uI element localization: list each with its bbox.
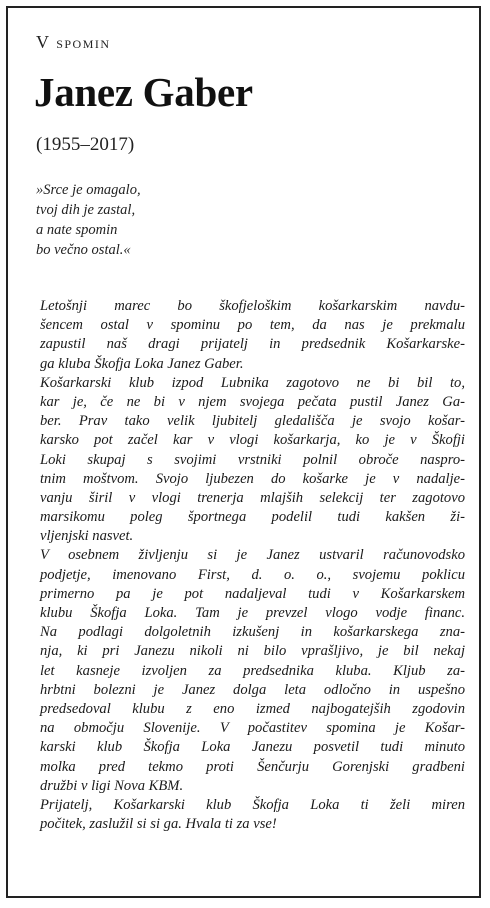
obituary-frame (6, 6, 481, 898)
body-line: V osebnem življenju si je Janez ustvaril računovodsko (40, 547, 465, 564)
body-line: primerno pa je pot nadaljeval tudi v Košarkarskem (40, 585, 465, 602)
body-line: Letošnji marec bo škofjeloškim košarkarskim navdu- (40, 298, 465, 314)
body-line: vljenjski nasvet. (40, 528, 134, 545)
memorial-poem (36, 180, 141, 260)
body-line: tnim moštvom. Svojo ljubezen do košarke je v nadalje- (40, 470, 465, 487)
body-line: počitek, zaslužil si si ga. Hvala ti za vse! (40, 816, 277, 833)
body-line: ber. Prav tako velik ljubitelj gledališča je svojo košar- (40, 413, 465, 430)
body-line: na območju Slovenije. V počastitev spomina je Košar- (40, 720, 465, 737)
poem-line: »Srce je omagalo, (36, 182, 141, 198)
body-paragraph (40, 374, 465, 547)
body-paragraph (40, 546, 465, 795)
body-line: Loki skupaj s svojimi vrstniki polnil obroče naspro- (40, 451, 465, 468)
body-paragraph (40, 796, 465, 834)
poem-line: a nate spomin (36, 222, 118, 238)
body-line: Prijatelj, Košarkarski klub Škofja Loka ti želi miren (40, 796, 465, 813)
body-line: hrbtni bolezni je Janez dolga leta odločno in uspešno (40, 681, 465, 698)
body-line: Na podlagi dolgoletnih izkušenj in košarkarskega zna- (40, 624, 465, 641)
body-line: karsko pot začel kar v vlogi košarkarja, ko je v Škofji (40, 432, 465, 449)
person-name: Janez Gaber (34, 69, 253, 115)
poem-line: tvoj dih je zastal, (36, 202, 136, 218)
section-kicker: V spomin (36, 32, 111, 52)
body-line: ga kluba Škofja Loka Janez Gaber. (40, 355, 244, 372)
body-line: Košarkarski klub izpod Lubnika zagotovo ne bi bil to, (40, 374, 465, 391)
body-line: šencem ostal v spominu po tem, da nas je prekmalu (40, 317, 465, 334)
body-line: podjetje, imenovano First, d. o. o., svojemu poklicu (40, 566, 465, 583)
body-line: družbi v ligi Nova KBM. (40, 777, 184, 794)
body-paragraph (40, 297, 465, 374)
body-line: klubu Škofja Loka. Tam je prevzel vlogo vodje financ. (40, 605, 465, 621)
poem-line: bo večno ostal.« (36, 242, 131, 258)
body-line: karski klub Škofja Loka Janezu posvetil tudi minuto (40, 739, 465, 756)
body-line: let kasneje izvoljen za predsednika kluba. Kljub za- (40, 662, 465, 679)
body-line: molka pred tekmo proti Šenčurju Gorenjski gradbeni (40, 758, 465, 775)
life-years: (1955–2017) (36, 134, 135, 155)
body-line: kar je, če ne bi v njem svojega pečata pustil Janez Ga- (40, 393, 465, 410)
body-line: marsikomu poleg športnega podelil tudi kakšen ži- (40, 509, 465, 526)
body-line: zapustil naš dragi prijatelj in predsednik Košarkarske- (40, 336, 465, 353)
body-line: nja, ki pri Janezu nikoli ni bilo vprašljivo, je bil nekaj (40, 643, 465, 660)
body-line: predsedoval klubu z eno izmed najbogatejših zgodovin (40, 700, 465, 717)
obituary-body (40, 297, 465, 834)
body-line: vanju širil v vlogi trenerja mlajših selekcij ter zagotovo (40, 489, 465, 506)
